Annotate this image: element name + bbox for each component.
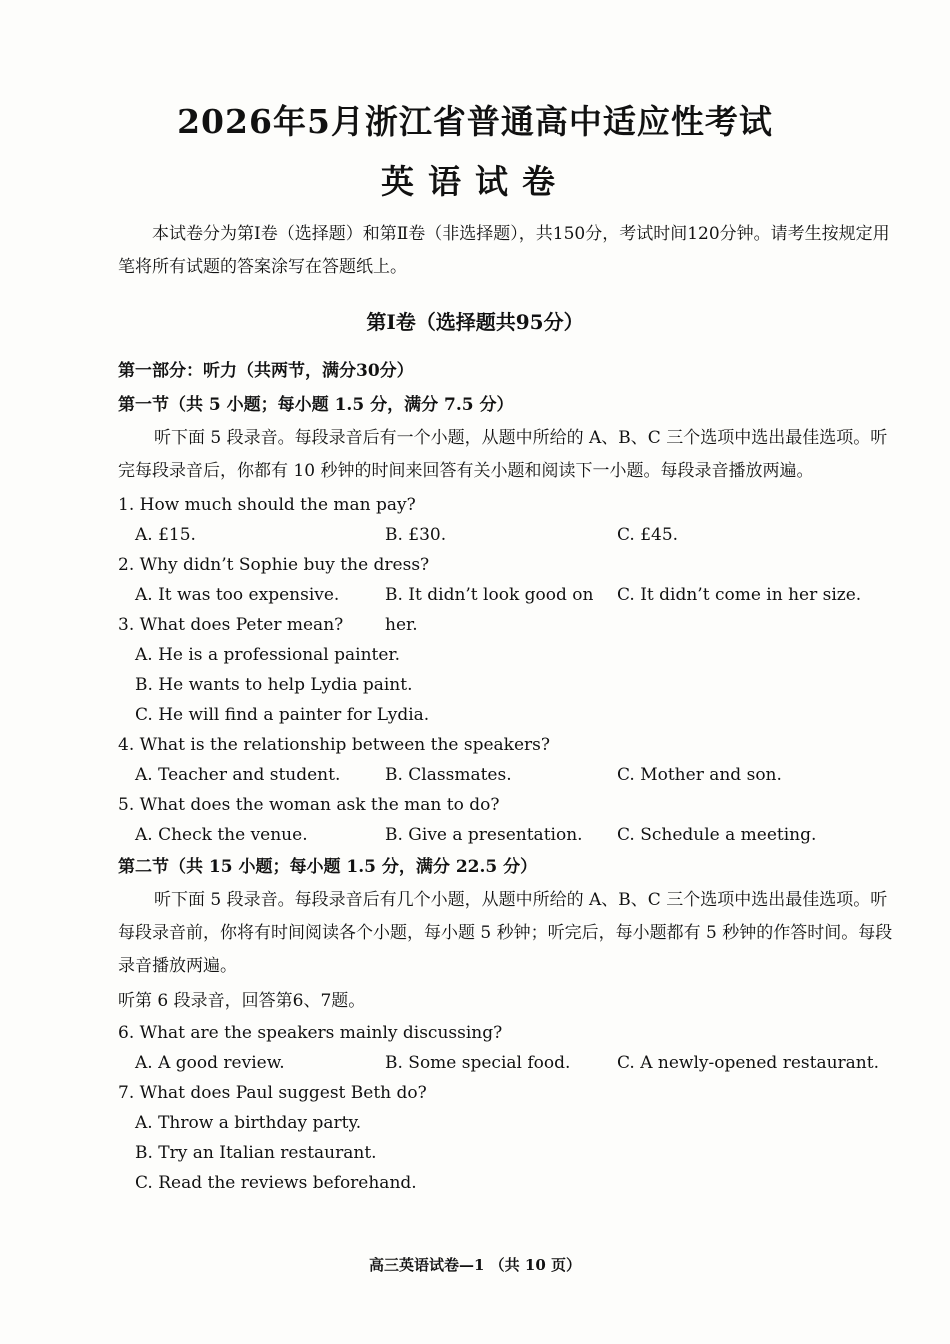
- option-a: A. He is a professional painter.: [135, 645, 401, 665]
- option-c: C. A newly-opened restaurant.: [617, 1053, 879, 1073]
- option-a: A. A good review.: [135, 1053, 285, 1073]
- section2-instructions: 听下面 5 段录音。每段录音后有几个小题，从题中所给的 A、B、C 三个选项中选出最佳选项。听每段录音前，你将有时间阅读各个小题，每小题 5 秒钟；听完后，每小题都有 5 秒钟的作答时间。每段录音播放两遍。: [118, 890, 893, 976]
- option-c: C. He will find a painter for Lydia.: [135, 705, 430, 725]
- question-options: [118, 760, 893, 790]
- question-options: [118, 1048, 893, 1078]
- exam-subtitle: 英语试卷: [381, 162, 569, 201]
- option-b: B. £30.: [385, 525, 447, 545]
- option-b: B. Try an Italian restaurant.: [135, 1143, 377, 1163]
- option-a: A. Check the venue.: [135, 825, 308, 845]
- section2-heading: 第二节（共 15 小题；每小题 1.5 分，满分 22.5 分）: [118, 857, 538, 877]
- option-b: B. It didn’t look good on her.: [385, 585, 594, 635]
- option-c: C. It didn’t come in her size.: [617, 585, 862, 605]
- question-stem: 2. Why didn’t Sophie buy the dress?: [118, 555, 430, 575]
- option-a: A. £15.: [135, 525, 196, 545]
- exam-title: 2026年5月浙江省普通高中适应性考试: [177, 102, 773, 141]
- question-options: [118, 820, 893, 850]
- option-a: A. Throw a birthday party.: [135, 1113, 362, 1133]
- option-c: C. Mother and son.: [617, 765, 782, 785]
- question-stem: 1. How much should the man pay?: [118, 495, 416, 515]
- option-a: A. It was too expensive.: [135, 585, 340, 605]
- option-b: B. Give a presentation.: [385, 825, 583, 845]
- question-stem: 6. What are the speakers mainly discussing?: [118, 1023, 503, 1043]
- group-note: 听第 6 段录音，回答第6、7题。: [118, 991, 366, 1011]
- option-c: C. Schedule a meeting.: [617, 825, 817, 845]
- volume-title: 第Ⅰ卷（选择题共95分）: [366, 310, 584, 334]
- question-stem: 4. What is the relationship between the speakers?: [118, 735, 551, 755]
- section1-heading: 第一节（共 5 小题；每小题 1.5 分，满分 7.5 分）: [118, 395, 514, 415]
- option-b: B. He wants to help Lydia paint.: [135, 675, 413, 695]
- question-stem: 5. What does the woman ask the man to do?: [118, 795, 500, 815]
- exam-intro: 本试卷分为第Ⅰ卷（选择题）和第Ⅱ卷（非选择题），共150分，考试时间120分钟。请考生按规定用笔将所有试题的答案涂写在答题纸上。: [118, 224, 890, 277]
- option-a: A. Teacher and student.: [135, 765, 341, 785]
- option-b: B. Some special food.: [385, 1053, 571, 1073]
- option-b: B. Classmates.: [385, 765, 512, 785]
- section1-instructions: 听下面 5 段录音。每段录音后有一个小题，从题中所给的 A、B、C 三个选项中选出最佳选项。听完每段录音后，你都有 10 秒钟的时间来回答有关小题和阅读下一小题。每段录音播放两遍。: [118, 428, 888, 481]
- option-c: C. Read the reviews beforehand.: [135, 1173, 417, 1193]
- part1-heading: 第一部分：听力（共两节，满分30分）: [118, 361, 414, 381]
- page-footer: 高三英语试卷—1 （共 10 页）: [369, 1256, 581, 1274]
- option-c: C. £45.: [617, 525, 679, 545]
- question-stem: 7. What does Paul suggest Beth do?: [118, 1083, 427, 1103]
- question-stem: 3. What does Peter mean?: [118, 615, 344, 635]
- exam-content: [118, 354, 893, 1198]
- question-options: [118, 520, 893, 550]
